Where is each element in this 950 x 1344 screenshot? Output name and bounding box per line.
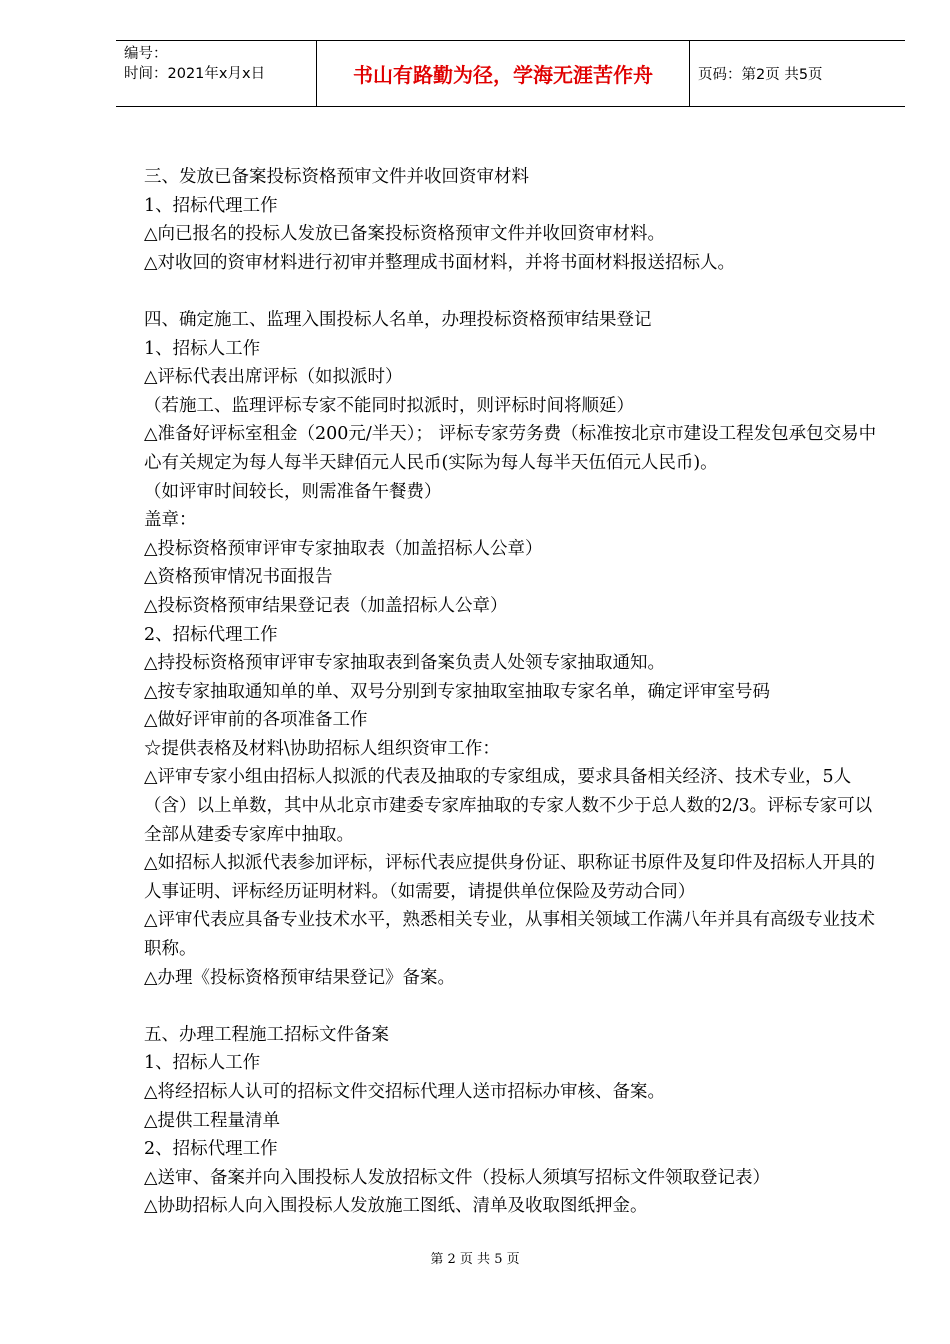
paragraph: （如评审时间较长，则需准备午餐费） xyxy=(144,481,442,502)
paragraph: △投标资格预审评审专家抽取表（加盖招标人公章） xyxy=(144,538,543,559)
header-page-number: 页码：第2页 共5页 xyxy=(698,67,823,83)
header-table xyxy=(116,40,905,107)
paragraph: △准备好评标室租金（200元/半天）； 评标专家劳务费（标准按北京市建设工程发包承包交易中心有关规定为每人每半天肆佰元人民币(实际为每人每半天伍佰元人民币)。 xyxy=(144,424,877,473)
paragraph: △做好评审前的各项准备工作 xyxy=(144,710,368,731)
subsection-heading: 1、招标代理工作 xyxy=(144,195,278,216)
paragraph: △将经招标人认可的招标文件交招标代理人送市招标办审核、备案。 xyxy=(144,1082,665,1102)
paragraph: △评审代表应具备专业技术水平，熟悉相关专业，从事相关领域工作满八年并具有高级专业技术职称。 xyxy=(144,910,875,960)
header-motto: 书山有路勤为径，学海无涯苦作舟 xyxy=(316,41,690,106)
section-heading-4: 四、确定施工、监理入围投标人名单，办理投标资格预审结果登记 xyxy=(144,309,652,330)
paragraph: 盖章： xyxy=(144,510,197,531)
paragraph: （若施工、监理评标专家不能同时拟派时，则评标时间将顺延） xyxy=(144,395,634,416)
document-number-label: 编号： xyxy=(124,46,168,62)
footer-page-number: 第 2 页 共 5 页 xyxy=(430,1252,520,1267)
paragraph: △协助招标人向入围投标人发放施工图纸、清单及收取图纸押金。 xyxy=(144,1196,648,1217)
page-footer xyxy=(0,1248,950,1267)
spacer xyxy=(144,277,884,306)
paragraph: △持投标资格预审评审专家抽取表到备案负责人处领专家抽取通知。 xyxy=(144,653,665,674)
paragraph: △如招标人拟派代表参加评标，评标代表应提供身份证、职称证书原件及复印件及招标人开具的人事证明、评标经历证明材料。（如需要，请提供单位保险及劳动合同） xyxy=(144,853,875,902)
section-heading-5: 五、办理工程施工招标文件备案 xyxy=(144,1024,389,1045)
paragraph: △投标资格预审结果登记表（加盖招标人公章） xyxy=(144,595,508,616)
subsection-heading: 2、招标代理工作 xyxy=(144,1139,278,1160)
paragraph: △提供工程量清单 xyxy=(144,1110,280,1131)
paragraph: △办理《投标资格预审结果登记》备案。 xyxy=(144,967,455,988)
section-heading-3: 三、发放已备案投标资格预审文件并收回资审材料 xyxy=(144,167,529,187)
paragraph: △资格预审情况书面报告 xyxy=(144,567,333,588)
document-body xyxy=(144,163,884,1221)
paragraph: △评标代表出席评标（如拟派时） xyxy=(144,367,403,388)
paragraph: △对收回的资审材料进行初审并整理成书面材料，并将书面材料报送招标人。 xyxy=(144,252,735,273)
document-time-label: 时间：2021年x月x日 xyxy=(124,66,266,82)
paragraph: △评审专家小组由招标人拟派的代表及抽取的专家组成，要求具备相关经济、技术专业，5人（含）以上单数，其中从北京市建委专家库抽取的专家人数不少于总人数的2/3。评标专家可以全部从建委专家库中抽取。 xyxy=(144,767,873,845)
subsection-heading: 2、招标代理工作 xyxy=(144,624,278,645)
subsection-heading: 1、招标人工作 xyxy=(144,1053,261,1074)
paragraph: ☆提供表格及材料\协助招标人组织资审工作： xyxy=(144,738,500,759)
paragraph: △向已报名的投标人发放已备案投标资格预审文件并收回资审材料。 xyxy=(144,224,665,245)
spacer xyxy=(144,992,884,1021)
header-meta xyxy=(116,41,316,106)
subsection-heading: 1、招标人工作 xyxy=(144,338,261,359)
paragraph: △按专家抽取通知单的单、双号分别到专家抽取室抽取专家名单，确定评审室号码 xyxy=(144,681,770,702)
paragraph: △送审、备案并向入围投标人发放招标文件（投标人须填写招标文件领取登记表） xyxy=(144,1167,770,1188)
